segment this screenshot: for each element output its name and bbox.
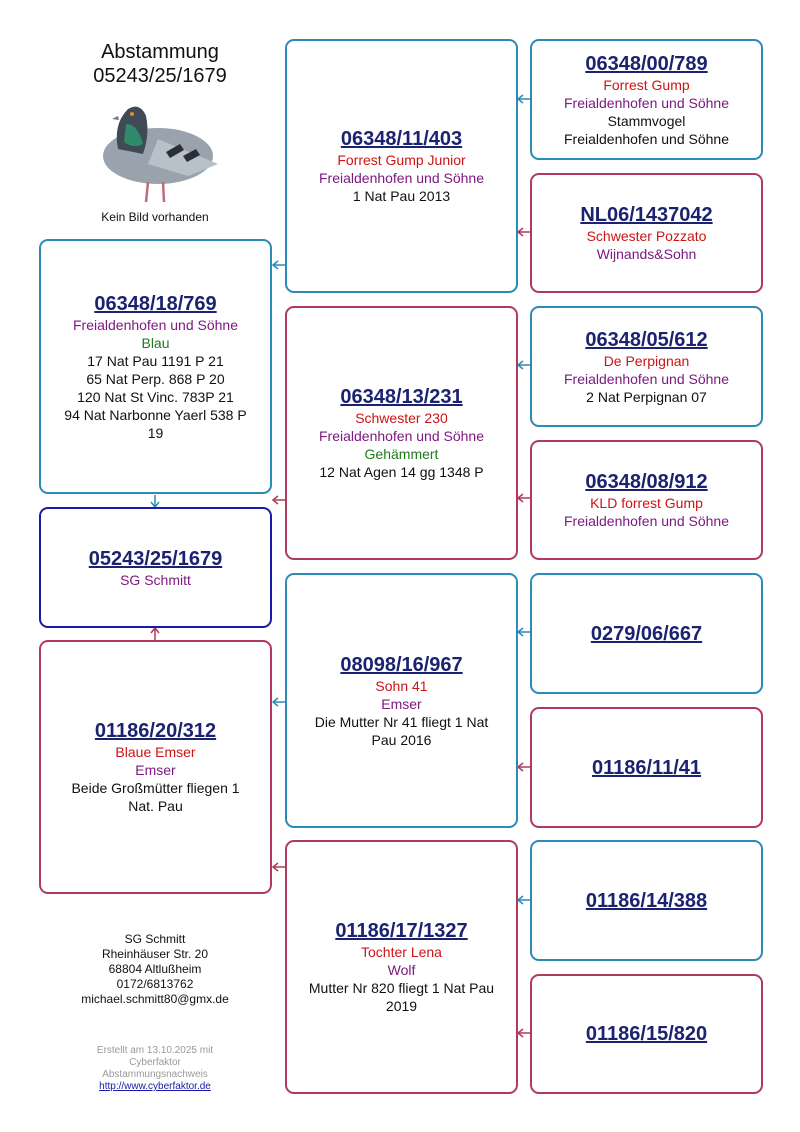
title-ring-number: 05243/25/1679 (93, 65, 227, 87)
owner-contact (40, 932, 270, 1007)
pigeon-name: Blaue Emser (115, 744, 196, 760)
ring-number-link[interactable]: 06348/11/403 (340, 128, 463, 150)
note-line: Stammvogel (607, 112, 686, 129)
ring-number-link[interactable]: 06348/00/789 (585, 52, 708, 75)
owner-name: SG Schmitt (120, 571, 191, 588)
breeder-name: Freialdenhofen und Söhne (563, 370, 730, 387)
contact-email: michael.schmitt80@gmx.de (81, 992, 229, 1006)
color-description: Blau (141, 334, 170, 351)
pigeon-name: Forrest Gump Junior (337, 152, 466, 168)
contact-name: SG Schmitt (124, 932, 186, 946)
breeder-name: Wijnands&Sohn (596, 246, 697, 262)
breeder-name: Freialdenhofen und Söhne (563, 513, 730, 529)
pigeon-name: Schwester Pozzato (586, 228, 707, 244)
ancestor-card-06348-08-912[interactable] (530, 440, 763, 560)
breeder-name: Freialdenhofen und Söhne (72, 316, 239, 333)
ring-number-link[interactable]: 06348/13/231 (340, 386, 463, 408)
ring-number-link[interactable]: 05243/25/1679 (88, 547, 223, 570)
footer-product: Abstammungsnachweis (102, 1069, 208, 1080)
breeder-name: Freialdenhofen und Söhne (563, 94, 730, 111)
breeder-name: Freialdenhofen und Söhne (318, 170, 485, 186)
note-line: Mutter Nr 820 fliegt 1 Nat Pau (308, 980, 495, 996)
pigeon-name: Sohn 41 (375, 677, 428, 694)
ring-number-link[interactable]: 01186/14/388 (585, 889, 708, 912)
ring-number-link[interactable]: 01186/11/41 (591, 756, 701, 779)
result-line: 17 Nat Pau 1191 P 21 (87, 352, 224, 369)
ring-number-link[interactable]: 08098/16/967 (340, 653, 463, 676)
note-line: Die Mutter Nr 41 fliegt 1 Nat (314, 713, 489, 730)
ring-number-link[interactable]: 06348/18/769 (94, 292, 217, 315)
pigeon-name: Tochter Lena (361, 944, 442, 960)
ring-number-link[interactable]: NL06/1437042 (580, 204, 713, 226)
result-line: 120 Nat St Vinc. 783P 21 (77, 388, 234, 405)
ancestor-card-0279-06-667[interactable] (530, 573, 763, 694)
color-description: Emser (381, 695, 422, 712)
footer-created: Erstellt am 13.10.2025 mit (96, 1045, 214, 1056)
ancestor-card-01186-15-820[interactable] (530, 974, 763, 1094)
ring-number-link[interactable]: 0279/06/667 (590, 622, 703, 645)
note-line: 12 Nat Agen 14 gg 1348 P (319, 464, 484, 480)
footer-brand: Cyberfaktor (129, 1057, 181, 1068)
grandparent-card-06348-11-403[interactable] (285, 39, 518, 293)
generator-footer (60, 1045, 250, 1093)
ring-number-link[interactable]: 01186/20/312 (94, 720, 217, 742)
note-line: Pau 2016 (371, 731, 432, 748)
pigeon-name: De Perpignan (603, 352, 690, 369)
grandparent-card-08098-16-967[interactable] (285, 573, 518, 828)
note-line: Beide Großmütter fliegen 1 (71, 780, 240, 796)
color-description: Wolf (387, 962, 416, 978)
note-line: 2019 (385, 998, 418, 1014)
pigeon-name: Schwester 230 (355, 410, 448, 426)
note-line: 1 Nat Pau 2013 (352, 188, 451, 204)
note-line: Nat. Pau (128, 798, 183, 814)
title-heading: Abstammung (101, 41, 219, 63)
grandparent-card-06348-13-231[interactable] (285, 306, 518, 560)
subject-card-05243-25-1679[interactable] (39, 507, 272, 628)
result-line: 65 Nat Perp. 868 P 20 (86, 370, 225, 387)
result-line: 19 (147, 424, 164, 441)
pigeon-name: KLD forrest Gump (590, 495, 703, 511)
color-description: Emser (135, 762, 176, 778)
father-card-06348-18-769[interactable] (39, 239, 272, 494)
breeder-name: Freialdenhofen und Söhne (318, 428, 485, 444)
ancestor-card-nl06-1437042[interactable] (530, 173, 763, 293)
ring-number-link[interactable]: 06348/08/912 (585, 471, 708, 493)
contact-street: Rheinhäuser Str. 20 (101, 947, 209, 961)
ancestor-card-01186-14-388[interactable] (530, 840, 763, 961)
note-line: 2 Nat Perpignan 07 (586, 388, 707, 405)
footer-website-link[interactable]: http://www.cyberfaktor.de (99, 1081, 211, 1092)
grandparent-card-01186-17-1327[interactable] (285, 840, 518, 1094)
contact-phone: 0172/6813762 (116, 977, 194, 991)
pigeon-name: Forrest Gump (603, 76, 690, 93)
contact-city: 68804 Altlußheim (108, 962, 202, 976)
mother-card-01186-20-312[interactable] (39, 640, 272, 894)
color-description: Gehämmert (364, 446, 439, 462)
ancestor-card-06348-05-612[interactable] (530, 306, 763, 427)
ancestor-card-06348-00-789[interactable] (530, 39, 763, 160)
ring-number-link[interactable]: 06348/05/612 (585, 328, 708, 351)
image-caption: Kein Bild vorhanden (101, 210, 209, 224)
ring-number-link[interactable]: 01186/15/820 (585, 1023, 708, 1045)
ancestor-card-01186-11-41[interactable] (530, 707, 763, 828)
result-line: 94 Nat Narbonne Yaerl 538 P (64, 406, 247, 423)
note-line: Freialdenhofen und Söhne (563, 130, 730, 147)
ring-number-link[interactable]: 01186/17/1327 (335, 920, 468, 942)
